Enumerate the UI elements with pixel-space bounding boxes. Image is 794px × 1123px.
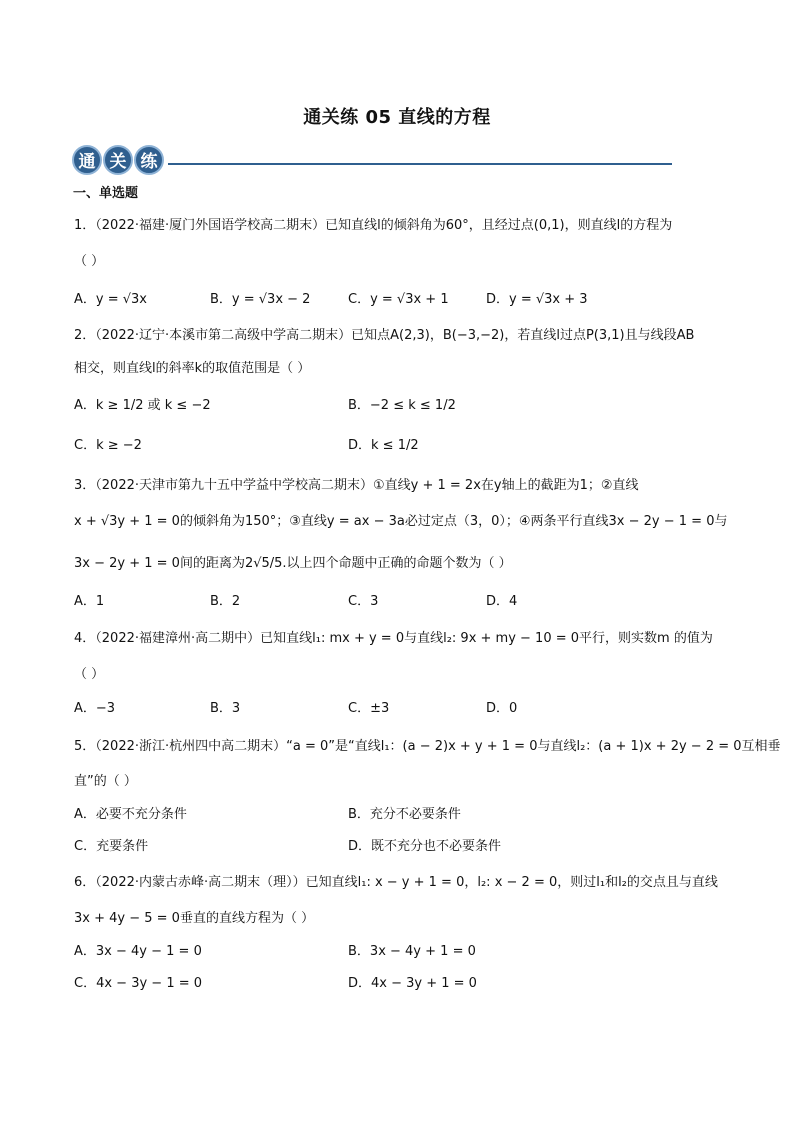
q5-stem-line1: 5．（2022·浙江·杭州四中高二期末）“a = 0”是“直线l₁：(a − 2)x + y + 1 = 0与直线l₂：(a + 1)x + 2y − 2 = 0互相垂 bbox=[74, 739, 781, 754]
q5-option-b: B．充分不必要条件 bbox=[348, 807, 461, 822]
q6-option-b: B．3x − 4y + 1 = 0 bbox=[348, 944, 476, 959]
logo-char: 通 bbox=[72, 145, 102, 175]
q5-option-d: D．既不充分也不必要条件 bbox=[348, 839, 502, 854]
q4-paren: （ ） bbox=[74, 667, 105, 682]
q1-option-a: A．y = √3x bbox=[74, 292, 147, 307]
header-rule bbox=[168, 163, 672, 165]
q4-option-a: A．−3 bbox=[74, 701, 116, 716]
q3-option-b: B．2 bbox=[210, 594, 241, 609]
q6-stem-line2: 3x + 4y − 5 = 0垂直的直线方程为（ ） bbox=[74, 911, 315, 926]
page-title: 通关练 05 直线的方程 bbox=[303, 107, 491, 128]
q4-option-b: B．3 bbox=[210, 701, 241, 716]
q4-stem: 4．（2022·福建漳州·高二期中）已知直线l₁: mx + y = 0与直线l₂: 9x + my − 10 = 0平行，则实数m 的值为 bbox=[74, 631, 713, 646]
q6-stem-line1: 6．（2022·内蒙古赤峰·高二期末（理））已知直线l₁: x − y + 1 = 0，l₂: x − 2 = 0，则过l₁和l₂的交点且与直线 bbox=[74, 875, 718, 890]
q4-option-d: D．0 bbox=[486, 701, 518, 716]
q6-option-d: D．4x − 3y + 1 = 0 bbox=[348, 976, 477, 991]
q2-option-a: A．k ≥ 1/2 或 k ≤ −2 bbox=[74, 398, 211, 413]
q5-option-c: C．充要条件 bbox=[74, 839, 149, 854]
q2-option-c: C．k ≥ −2 bbox=[74, 438, 142, 453]
q1-paren: （ ） bbox=[74, 254, 105, 269]
q1-stem: 1．（2022·福建·厦门外国语学校高二期末）已知直线l的倾斜角为60°，且经过点(0,1)，则直线l的方程为 bbox=[74, 218, 673, 233]
logo-char: 练 bbox=[134, 145, 164, 175]
q3-option-d: D．4 bbox=[486, 594, 518, 609]
q2-option-b: B．−2 ≤ k ≤ 1/2 bbox=[348, 398, 456, 413]
q3-option-c: C．3 bbox=[348, 594, 379, 609]
q2-option-d: D．k ≤ 1/2 bbox=[348, 438, 419, 453]
q3-option-a: A．1 bbox=[74, 594, 105, 609]
q6-option-a: A．3x − 4y − 1 = 0 bbox=[74, 944, 202, 959]
section-logo bbox=[72, 145, 164, 177]
q1-option-d: D．y = √3x + 3 bbox=[486, 292, 588, 307]
q1-option-c: C．y = √3x + 1 bbox=[348, 292, 449, 307]
q3-stem-line3: 3x − 2y + 1 = 0间的距离为2√5/5.以上四个命题中正确的命题个数为（ ） bbox=[74, 556, 512, 571]
section-heading: 一、单选题 bbox=[73, 186, 139, 201]
q3-stem-line1: 3．（2022·天津市第九十五中学益中学校高二期末）①直线y + 1 = 2x在y轴上的截距为1；②直线 bbox=[74, 478, 639, 493]
q2-stem-line2: 相交，则直线l的斜率k的取值范围是（ ） bbox=[74, 361, 311, 376]
q4-option-c: C．±3 bbox=[348, 701, 390, 716]
q5-option-a: A．必要不充分条件 bbox=[74, 807, 187, 822]
q1-option-b: B．y = √3x − 2 bbox=[210, 292, 311, 307]
logo-char: 关 bbox=[103, 145, 133, 175]
q6-option-c: C．4x − 3y − 1 = 0 bbox=[74, 976, 203, 991]
q2-stem-line1: 2．（2022·辽宁·本溪市第二高级中学高二期末）已知点A(2,3)，B(−3,−2)，若直线l过点P(3,1)且与线段AB bbox=[74, 328, 695, 343]
q5-stem-line2: 直”的（ ） bbox=[74, 774, 137, 789]
q3-stem-line2: x + √3y + 1 = 0的倾斜角为150°；③直线y = ax − 3a必过定点（3，0）；④两条平行直线3x − 2y − 1 = 0与 bbox=[74, 514, 728, 529]
